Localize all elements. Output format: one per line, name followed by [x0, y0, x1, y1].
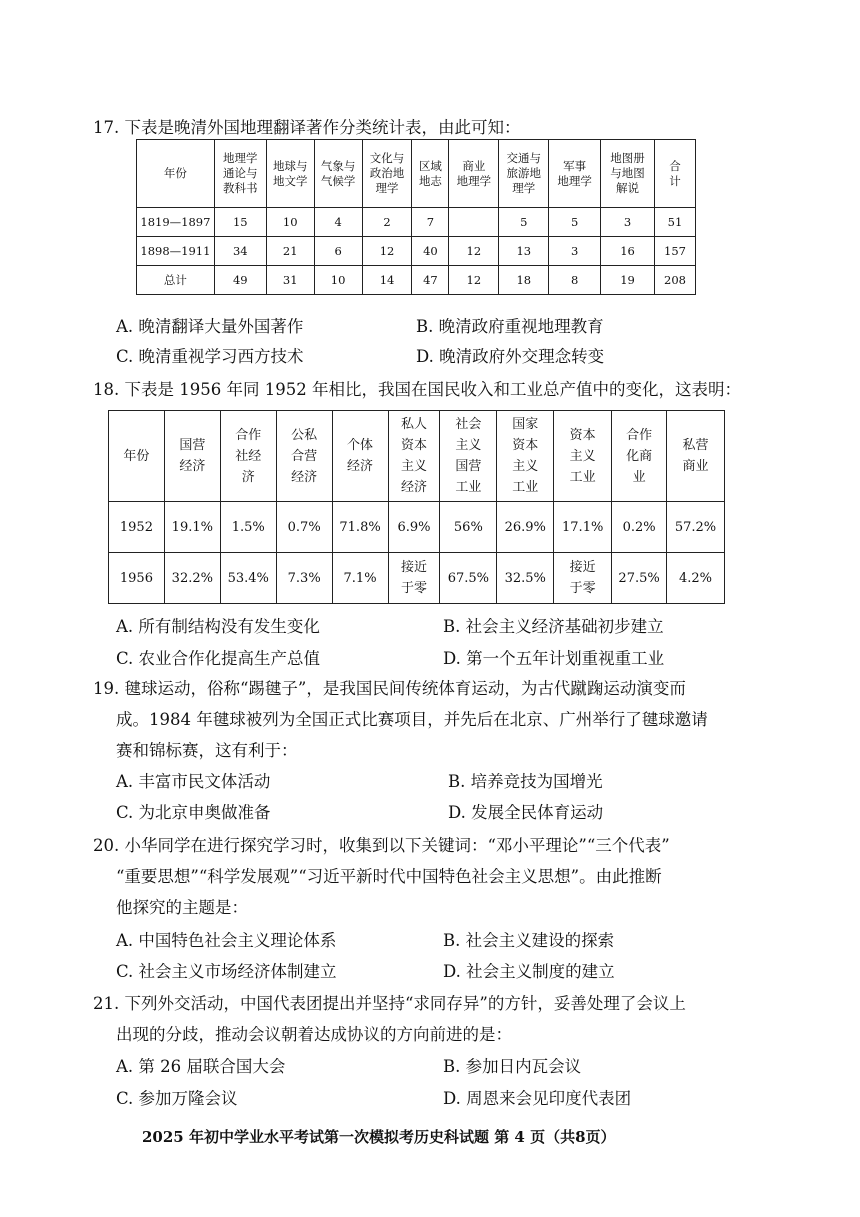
q21-option-a[interactable]: A. 第 26 届联合国大会: [116, 1057, 286, 1076]
table-header-cell: 交通与 旅游地 理学: [499, 140, 549, 208]
table-cell: 47: [412, 266, 449, 295]
table-cell: 208: [655, 266, 696, 295]
q19-stem-line: 成。1984 年毽球被列为全国正式比赛项目，并先后在北京、广州举行了毽球邀请: [116, 710, 708, 729]
table-cell: 27.5%: [612, 553, 667, 604]
table-cell: 15: [214, 208, 266, 237]
table-cell: 4: [314, 208, 362, 237]
table-header-cell: 气象与 气候学: [314, 140, 362, 208]
q17-option-b[interactable]: B. 晚清政府重视地理教育: [416, 317, 604, 336]
q21-option-c[interactable]: C. 参加万隆会议: [116, 1089, 238, 1108]
q18-option-c[interactable]: C. 农业合作化提高生产总值: [116, 649, 321, 668]
table-cell: 7: [412, 208, 449, 237]
table-cell: 14: [362, 266, 412, 295]
table-cell: 57.2%: [667, 502, 725, 553]
table-cell: 接近 于零: [554, 553, 612, 604]
q18-row: [109, 502, 725, 553]
table-cell: 12: [449, 237, 499, 266]
q20-stem-line: 20. 小华同学在进行探究学习时，收集到以下关键词：“邓小平理论”“三个代表”: [93, 836, 670, 855]
q18-option-b[interactable]: B. 社会主义经济基础初步建立: [443, 617, 664, 636]
q17-row: [137, 237, 696, 266]
q20-option-a[interactable]: A. 中国特色社会主义理论体系: [116, 931, 337, 950]
table-header-cell: 私营 商业: [667, 411, 725, 502]
table-cell: 1898—1911: [137, 237, 215, 266]
table-cell: 0.2%: [612, 502, 667, 553]
q19-stem-line: 赛和锦标赛，这有利于：: [116, 741, 298, 760]
q20-stem-line: “重要思想”“科学发展观”“习近平新时代中国特色社会主义思想”。由此推断: [116, 867, 662, 886]
table-cell: 0.7%: [276, 502, 332, 553]
table-cell: 21: [266, 237, 314, 266]
table-cell: 10: [314, 266, 362, 295]
table-cell: 53.4%: [220, 553, 276, 604]
q17-option-c[interactable]: C. 晚清重视学习西方技术: [116, 347, 304, 366]
table-cell: 4.2%: [667, 553, 725, 604]
table-cell: 12: [449, 266, 499, 295]
table-cell: [449, 208, 499, 237]
q17-stem: 17. 下表是晚清外国地理翻译著作分类统计表，由此可知：: [93, 118, 521, 137]
table-cell: 3: [601, 208, 655, 237]
table-header-cell: 社会 主义 国营 工业: [440, 411, 497, 502]
table-cell: 157: [655, 237, 696, 266]
table-header-cell: 合 计: [655, 140, 696, 208]
table-header-cell: 私人 资本 主义 经济: [388, 411, 440, 502]
table-cell: 5: [499, 208, 549, 237]
q17-option-d[interactable]: D. 晚清政府外交理念转变: [416, 347, 605, 366]
table-cell: 6.9%: [388, 502, 440, 553]
q19-option-a[interactable]: A. 丰富市民文体活动: [116, 772, 271, 791]
table-cell: 6: [314, 237, 362, 266]
table-cell: 49: [214, 266, 266, 295]
q17-row: [137, 208, 696, 237]
table-cell: 19.1%: [164, 502, 220, 553]
table-cell: 2: [362, 208, 412, 237]
table-header-cell: 文化与 政治地 理学: [362, 140, 412, 208]
q17-table: [136, 139, 696, 295]
table-cell: 总计: [137, 266, 215, 295]
q21-stem-line: 21. 下列外交活动，中国代表团提出并坚持“求同存异”的方针，妥善处理了会议上: [93, 994, 686, 1013]
table-cell: 1952: [109, 502, 165, 553]
table-header-cell: 军事 地理学: [549, 140, 601, 208]
table-header-cell: 合作 社经 济: [220, 411, 276, 502]
table-cell: 40: [412, 237, 449, 266]
q21-option-d[interactable]: D. 周恩来会见印度代表团: [443, 1089, 632, 1108]
table-header-cell: 国营 经济: [164, 411, 220, 502]
table-header-cell: 区域 地志: [412, 140, 449, 208]
table-cell: 34: [214, 237, 266, 266]
table-header-cell: 合作 化商 业: [612, 411, 667, 502]
table-header-cell: 地球与 地文学: [266, 140, 314, 208]
q17-row: [137, 266, 696, 295]
q19-stem-line: 19. 毽球运动，俗称“踢毽子”，是我国民间传统体育运动，为古代蹴踘运动演变而: [93, 679, 686, 698]
table-cell: 32.2%: [164, 553, 220, 604]
q18-table: [108, 410, 725, 604]
table-header-cell: 国家 资本 主义 工业: [497, 411, 554, 502]
q18-stem: 18. 下表是 1956 年同 1952 年相比，我国在国民收入和工业总产值中的变化，这表明：: [93, 380, 741, 399]
table-cell: 56%: [440, 502, 497, 553]
table-header-cell: 个体 经济: [332, 411, 388, 502]
q18-row: [109, 553, 725, 604]
table-cell: 32.5%: [497, 553, 554, 604]
table-cell: 8: [549, 266, 601, 295]
table-cell: 1.5%: [220, 502, 276, 553]
table-cell: 18: [499, 266, 549, 295]
q21-stem-line: 出现的分歧，推动会议朝着达成协议的方向前进的是：: [116, 1025, 512, 1044]
table-cell: 1956: [109, 553, 165, 604]
table-cell: 7.3%: [276, 553, 332, 604]
q20-option-d[interactable]: D. 社会主义制度的建立: [443, 962, 615, 981]
q18-option-d[interactable]: D. 第一个五年计划重视重工业: [443, 649, 665, 668]
page-footer: 2025 年初中学业水平考试第一次模拟考历史科试题 第 4 页（共8页）: [142, 1128, 616, 1146]
q20-option-c[interactable]: C. 社会主义市场经济体制建立: [116, 962, 337, 981]
table-cell: 10: [266, 208, 314, 237]
table-cell: 12: [362, 237, 412, 266]
q19-option-d[interactable]: D. 发展全民体育运动: [448, 803, 604, 822]
q19-option-b[interactable]: B. 培养竞技为国增光: [448, 772, 603, 791]
table-cell: 19: [601, 266, 655, 295]
table-cell: 67.5%: [440, 553, 497, 604]
q18-option-a[interactable]: A. 所有制结构没有发生变化: [116, 617, 320, 636]
table-cell: 16: [601, 237, 655, 266]
table-header-cell: 年份: [137, 140, 215, 208]
table-header-cell: 年份: [109, 411, 165, 502]
q17-header-row: [137, 140, 696, 208]
q19-option-c[interactable]: C. 为北京申奥做准备: [116, 803, 271, 822]
table-header-cell: 资本 主义 工业: [554, 411, 612, 502]
table-cell: 7.1%: [332, 553, 388, 604]
table-cell: 26.9%: [497, 502, 554, 553]
table-cell: 1819—1897: [137, 208, 215, 237]
q17-option-a[interactable]: A. 晚清翻译大量外国著作: [116, 317, 304, 336]
table-cell: 51: [655, 208, 696, 237]
table-header-cell: 商业 地理学: [449, 140, 499, 208]
table-header-cell: 公私 合营 经济: [276, 411, 332, 502]
table-cell: 5: [549, 208, 601, 237]
q20-stem-line: 他探究的主题是：: [116, 898, 248, 917]
table-cell: 接近 于零: [388, 553, 440, 604]
table-header-cell: 地图册 与地图 解说: [601, 140, 655, 208]
table-cell: 31: [266, 266, 314, 295]
table-cell: 13: [499, 237, 549, 266]
table-cell: 71.8%: [332, 502, 388, 553]
table-header-cell: 地理学 通论与 教科书: [214, 140, 266, 208]
table-cell: 3: [549, 237, 601, 266]
q18-header-row: [109, 411, 725, 502]
q20-option-b[interactable]: B. 社会主义建设的探索: [443, 931, 615, 950]
table-cell: 17.1%: [554, 502, 612, 553]
q21-option-b[interactable]: B. 参加日内瓦会议: [443, 1057, 582, 1076]
